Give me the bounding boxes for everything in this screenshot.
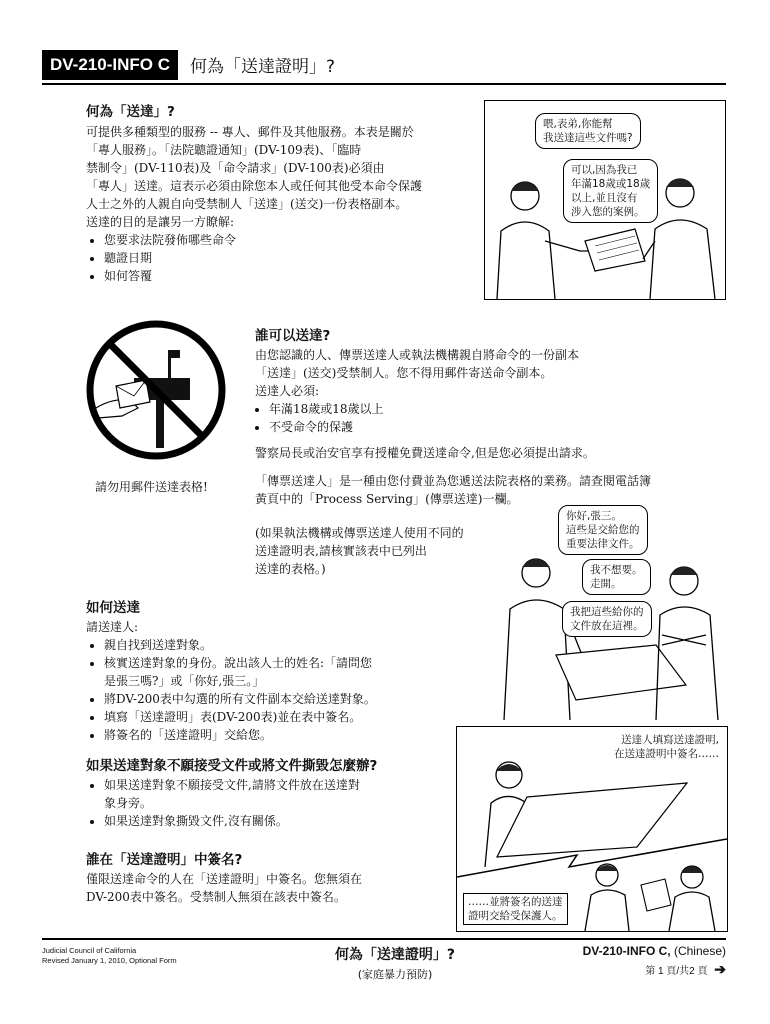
caption-line: 證明交給受保護人。 bbox=[468, 910, 563, 922]
no-mail-caption: 請勿用郵件送達表格! bbox=[95, 480, 208, 494]
paragraph-line: 「專人」送達。這表示必須由除您本人或任何其他受本命令保護 bbox=[86, 179, 423, 193]
footer-center bbox=[300, 944, 490, 982]
bullet-list bbox=[255, 400, 725, 436]
list-item: • 如何答覆 bbox=[104, 267, 476, 285]
section-heading: 如何送達 bbox=[86, 600, 140, 616]
paragraph-line: 僅限送達命令的人在「送達證明」中簽名。您無須在 bbox=[86, 872, 363, 886]
note-line: 送達證明表,請核實該表中已列出 bbox=[255, 544, 427, 558]
list-item: • 不受命令的保護 bbox=[269, 418, 725, 436]
bullet-list bbox=[86, 776, 416, 830]
section-heading: 誰在「送達證明」中簽名? bbox=[86, 852, 243, 868]
footer-rule bbox=[42, 938, 726, 940]
section-heading: 何為「送達」? bbox=[86, 104, 175, 120]
bullet-list bbox=[86, 636, 416, 744]
note-line: (如果執法機構或傳票送達人使用不同的 bbox=[255, 526, 464, 540]
bubble-line: 可以,因為我已 bbox=[571, 164, 638, 176]
caption-bottom bbox=[463, 893, 568, 925]
caption-line: ……並將簽名的送達 bbox=[468, 896, 563, 908]
bubble-line: 文件放在這裡。 bbox=[570, 620, 644, 632]
bubble-line: 喂,表弟,你能幫 bbox=[543, 118, 613, 130]
bubble-line: 以上,並且沒有 bbox=[571, 192, 638, 204]
footer-publisher: Judicial Council of California bbox=[42, 946, 137, 955]
speech-bubble-answer bbox=[563, 159, 658, 223]
police-note: 警察局長或治安官享有授權免費送達命令,但是您必須提出請求。 bbox=[255, 446, 595, 460]
bubble-line: 走開。 bbox=[590, 578, 622, 590]
list-item: • 將DV-200表中勾選的所有文件副本交給送達對象。 bbox=[104, 690, 416, 708]
footer-right bbox=[583, 944, 726, 978]
bubble-line: 重要法律文件。 bbox=[566, 538, 640, 550]
footer-subtitle: (家庭暴力預防) bbox=[357, 968, 433, 981]
list-item: • 年滿18歲或18歲以上 bbox=[269, 400, 725, 418]
paragraph-line: 可提供多種類型的服務 -- 專人、郵件及其他服務。本表是關於 bbox=[86, 125, 414, 139]
section-who-signs bbox=[86, 848, 426, 906]
section-what-is-serving bbox=[86, 100, 476, 285]
bubble-line: 我不想要。 bbox=[590, 564, 643, 576]
bubble-line: 你好,張三。 bbox=[566, 510, 622, 522]
paragraph-line: 「傳票送達人」是一種由您付費並為您遞送法院表格的業務。請查閱電話簿 bbox=[255, 474, 652, 488]
list-item: • 您要求法院發佈哪些命令 bbox=[104, 231, 476, 249]
footer-form-code: DV-210-INFO C, bbox=[582, 944, 671, 958]
paragraph-line: 人士之外的人親自向受禁制人「送達」(送交)一份表格副本。 bbox=[86, 197, 408, 211]
list-item: • 聽證日期 bbox=[104, 249, 476, 267]
list-item: • 如果送達對象撕毀文件,沒有關係。 bbox=[104, 812, 416, 830]
footer-revision: Revised January 1, 2010, Optional Form bbox=[42, 956, 177, 965]
intro-text: 請送達人: bbox=[86, 620, 139, 634]
bullet-list bbox=[86, 231, 476, 285]
section-how-to-serve bbox=[86, 596, 416, 744]
paragraph-line: 禁制令」(DV-110表)及「命令請求」(DV-100表)必須由 bbox=[86, 161, 385, 175]
speech-bubble-greeting bbox=[558, 505, 648, 555]
caption-top bbox=[614, 733, 719, 761]
header-rule bbox=[42, 83, 726, 85]
list-item: • 核實送達對象的身份。說出該人士的姓名:「請問您 是張三嗎?」或「你好,張三。」 bbox=[104, 654, 416, 690]
page-number: 第 1 頁/共2 頁 bbox=[645, 966, 708, 977]
footer-left bbox=[42, 946, 177, 966]
list-item: • 如果送達對象不願接受文件,請將文件放在送達對 象身旁。 bbox=[104, 776, 416, 812]
paragraph-line: 由您認識的人、傳票送達人或執法機構親自將命令的一份副本 bbox=[255, 348, 580, 362]
no-mail-icon bbox=[82, 316, 230, 464]
bubble-line: 年滿18歲或18歲 bbox=[571, 178, 651, 190]
list-item: • 親自找到送達對象。 bbox=[104, 636, 416, 654]
illustration-proof-signing bbox=[456, 726, 728, 932]
bubble-line: 涉入您的案例。 bbox=[571, 206, 645, 218]
illustration-asking-cousin bbox=[484, 100, 726, 300]
form-code-badge: DV-210-INFO C bbox=[42, 50, 178, 80]
list-item: • 填寫「送達證明」表(DV-200表)並在表中簽名。 bbox=[104, 708, 416, 726]
footer-language: (Chinese) bbox=[673, 944, 726, 958]
section-heading: 如果送達對象不願接受文件或將文件撕毀怎麼辦? bbox=[86, 758, 378, 774]
illustration-serving-papers bbox=[486, 505, 726, 720]
section-refuse bbox=[86, 754, 416, 830]
section-who-can-serve bbox=[255, 324, 725, 508]
document-title: 何為「送達證明」? bbox=[190, 57, 336, 77]
section-heading: 誰可以送達? bbox=[255, 328, 331, 344]
footer-title: 何為「送達證明」? bbox=[334, 947, 456, 963]
bubble-line: 我送達這些文件嗎? bbox=[543, 132, 633, 144]
paragraph-line: 送達的目的是讓另一方瞭解: bbox=[86, 215, 235, 229]
speech-bubble-refusal bbox=[582, 559, 651, 595]
paragraph-line: 黃頁中的「Process Serving」(傳票送達)一欄。 bbox=[255, 492, 519, 506]
next-page-arrow-icon: ➔ bbox=[714, 961, 726, 977]
speech-bubble-leave-papers bbox=[562, 601, 652, 637]
note-line: 送達的表格。) bbox=[255, 562, 326, 576]
bubble-line: 我把這些給你的 bbox=[570, 606, 644, 618]
form-note bbox=[255, 524, 495, 578]
server-must-label: 送達人必須: bbox=[255, 384, 320, 398]
caption-line: 在送達證明中簽名…… bbox=[614, 748, 719, 760]
paragraph-line: 「專人服務」。「法院聽證通知」(DV-109表)、「臨時 bbox=[86, 143, 362, 157]
bubble-line: 這些是交給您的 bbox=[566, 524, 640, 536]
paragraph-line: 「送達」(送交)受禁制人。您不得用郵件寄送命令副本。 bbox=[255, 366, 553, 380]
caption-line: 送達人填寫送達證明, bbox=[621, 734, 719, 746]
paragraph-line: DV-200表中簽名。受禁制人無須在該表中簽名。 bbox=[86, 890, 346, 904]
speech-bubble-question bbox=[535, 113, 641, 149]
list-item: • 將簽名的「送達證明」交給您。 bbox=[104, 726, 416, 744]
